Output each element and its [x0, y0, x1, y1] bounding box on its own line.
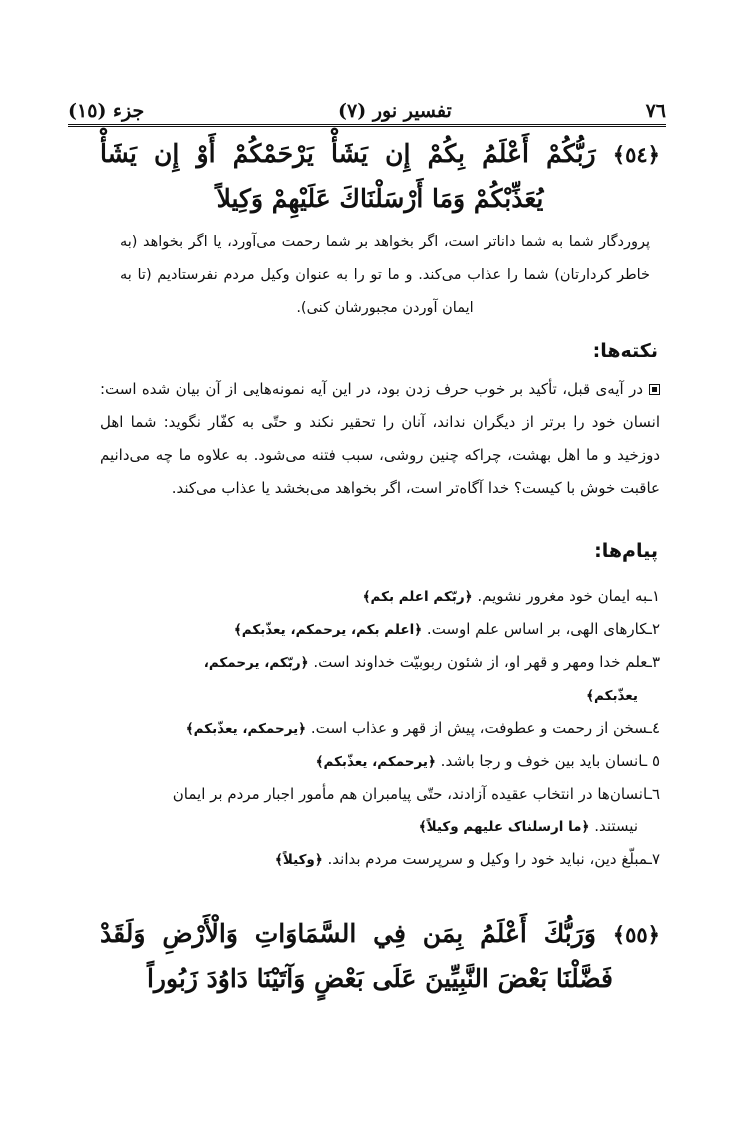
- message-item: ٢ـکارهای الهی، بر اساس علم اوست. ﴿اعلم بکم، یرحمکم، یعذّبکم﴾: [233, 620, 660, 638]
- message-item-continued: یعذّبکم﴾: [586, 688, 638, 704]
- note-text: در آیه‌ی قبل، تأکید بر خوب حرف زدن بود، در این آیه نمونه‌هایی از آن بیان شده است: انسان خود را برتر از دیگران نداند، آنان را تحقیر نکند و حتّی به کفّار نگوید: شما اهل دوزخید و ما اهل بهشت، چراکه چنین روشی، سبب فتنه می‌شود. به علاوه ما چه می‌دانیم عاقبت خوش با کیست؟ خدا آگاه‌تر است، اگر بخواهد می‌بخشد یا عذاب می‌کند.: [100, 380, 660, 497]
- message-item: ٥ ـانسان باید بین خوف و رجا باشد. ﴿یرحمکم، یعذّبکم﴾: [315, 752, 660, 770]
- message-item: ٦ـانسان‌ها در انتخاب عقیده آزادند، حتّی پیامبران هم مأمور اجبار مردم بر ایمان: [172, 785, 660, 803]
- note-paragraph: [100, 373, 660, 505]
- message-item: ٧ـمبلّغ دین، نباید خود را وکیل و سرپرست مردم بداند. ﴿وکیلاً﴾: [274, 850, 660, 868]
- juz-label: جزء (١٥): [68, 100, 145, 122]
- verse-54: [100, 132, 660, 221]
- messages-title: پیام‌ها:: [594, 540, 658, 562]
- page-number: ٧٦: [645, 100, 666, 122]
- verse-number: ﴿٥٤﴾: [612, 142, 660, 167]
- message-item-continued: نیستند. ﴿ما ارسلناک علیهم وکیلاً﴾: [418, 817, 638, 835]
- notes-title: نکته‌ها:: [592, 340, 658, 362]
- verse-55: [100, 912, 660, 1001]
- message-item: ١ـبه ایمان خود مغرور نشویم. ﴿ربّکم اعلم بکم﴾: [362, 587, 660, 605]
- page-header: [68, 92, 666, 122]
- messages-list: [98, 580, 660, 876]
- message-item: ٣ـعلم خدا ومهر و قهر او، از شئون ربوبیّت خداوند است. ﴿ربّکم، یرحمکم،: [203, 653, 660, 671]
- message-item: ٤ـسخن از رحمت و عطوفت، پیش از قهر و عذاب است. ﴿یرحمکم، یعذّبکم﴾: [185, 719, 660, 737]
- bullet-square-icon: [649, 384, 660, 395]
- book-title: تفسیر نور (٧): [338, 100, 452, 122]
- header-rule: [68, 124, 666, 127]
- verse-number: ﴿٥٥﴾: [612, 922, 660, 947]
- verse-translation: پروردگار شما به شما داناتر است، اگر بخواهد بر شما رحمت می‌آورد، یا اگر بخواهد (به خاطر کردارتان) شما را عذاب می‌کند. و ما تو را به عنوان وکیل مردم نفرستادیم (تا به ایمان آوردن مجبورشان کنی).: [120, 234, 650, 316]
- verse-text: رَبُّكُمْ أَعْلَمُ بِكُمْ إِن يَشَأْ يَرْحَمْكُمْ أَوْ إِن يَشَأْ يُعَذِّبْكُمْ وَمَا أَرْسَلْنَاكَ عَلَيْهِمْ وَكِيلاً: [100, 139, 596, 213]
- verse-text: وَرَبُّكَ أَعْلَمُ بِمَن فِي السَّمَاوَاتِ وَالْأَرْضِ وَلَقَدْ فَضَّلْنَا بَعْضَ النَّبِيِّينَ عَلَى بَعْضٍ وَآتَيْنَا دَاوُدَ زَبُوراً: [100, 919, 613, 993]
